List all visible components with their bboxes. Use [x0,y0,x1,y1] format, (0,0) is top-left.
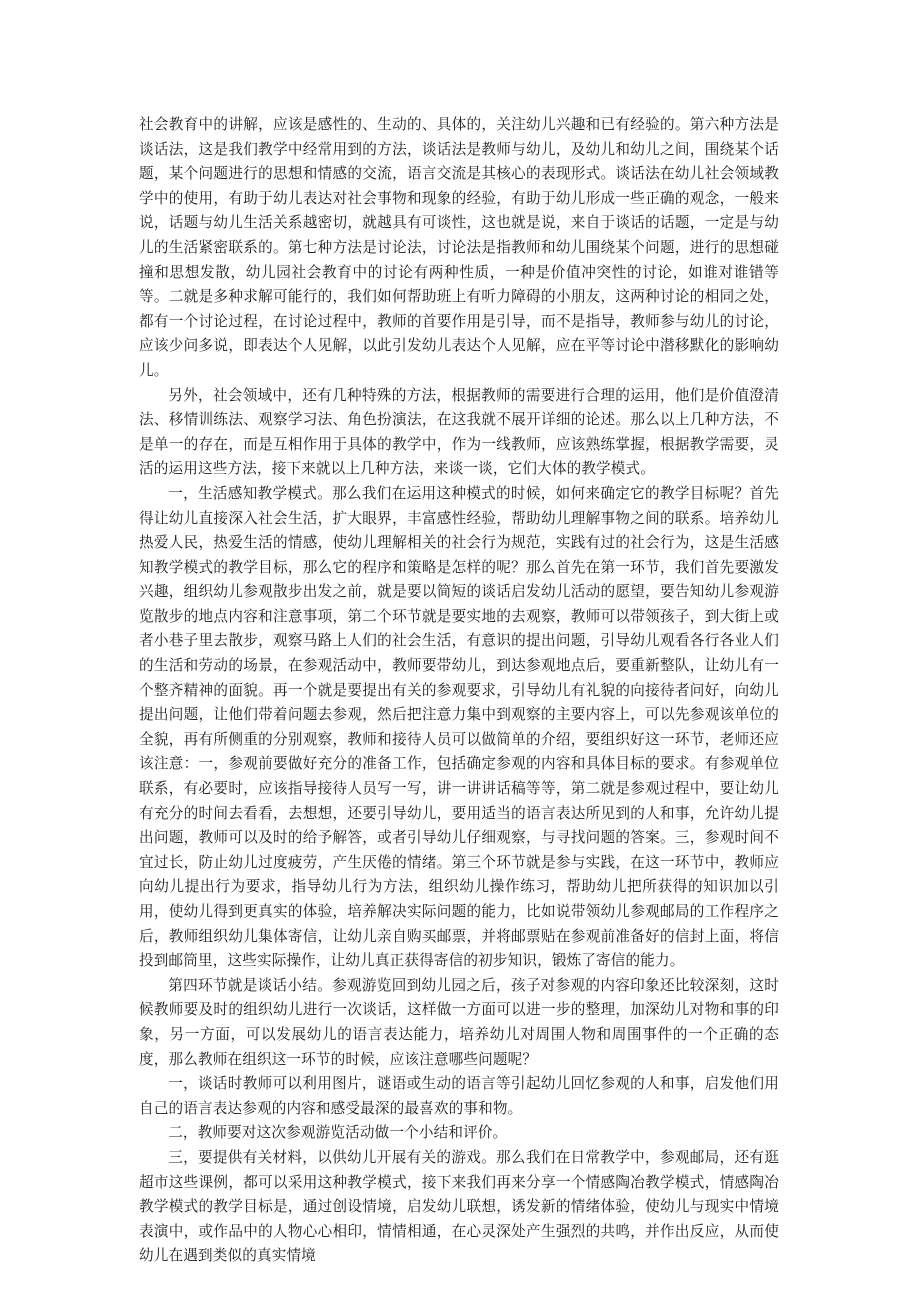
paragraph-point-three: 三，要提供有关材料，以供幼儿开展有关的游戏。那么我们在日常教学中，参观邮局，还有逛超市这些课例，都可以采用这种教学模式，接下来我们再来分享一个情感陶冶教学模式，情感陶冶教学模式的教学目标是，通过创设情境，启发幼儿联想，诱发新的情绪体验，使幼儿与现实中情境表演中，或作品中的人物心心相印，情情相通，在心灵深处产生强烈的共鸣，并作出反应，从而使幼儿在遇到类似的真实情境 [139,1148,779,1265]
document-body [139,113,779,1269]
paragraph-point-one: 一，谈话时教师可以利用图片，谜语或生动的语言等引起幼儿回忆参观的人和事，启发他们用自己的语言表达参观的内容和感受最深的最喜欢的事和物。 [139,1075,779,1117]
paragraph-fourth-step-summary: 第四环节就是谈话小结。参观游览回到幼儿园之后，孩子对参观的内容印象还比较深刻，这时候教师要及时的组织幼儿进行一次谈话，这样做一方面可以进一步的整理，加深幼儿对物和事的印象，另一方面，可以发展幼儿的语言表达能力，培养幼儿对周围人物和周围事件的一个正确的态度，那么教师在组织这一环节的时候，应该注意哪些问题呢？ [139,976,779,1068]
paragraph-life-perception-model: 一，生活感知教学模式。那么我们在运用这种模式的时候，如何来确定它的教学目标呢？首先得让幼儿直接深入社会生活，扩大眼界，丰富感性经验，帮助幼儿理解事物之间的联系。培养幼儿热爱人民，热爱生活的情感，使幼儿理解相关的社会行为规范，实践有过的社会行为，这是生活感知教学模式的教学目标，那么它的程序和策略是怎样的呢？那么首先在第一环节，我们首先要激发兴趣，组织幼儿参观散步出发之前，就是要以简短的谈话启发幼儿活动的愿望，要告知幼儿参观游览散步的地点内容和注意事项，第二个环节就是要实地的去观察，教师可以带领孩子，到大街上或者小巷子里去散步，观察马路上人们的社会生活，有意识的提出问题，引导幼儿观看各行各业人们的生活和劳动的场景，在参观活动中，教师要带幼儿，到达参观地点后，要重新整队，让幼儿有一个整齐精神的面貌。再一个就是要提出有关的参观要求，引导幼儿有礼貌的向接待者问好，向幼儿提出问题，让他们带着问题去参观，然后把注意力集中到观察的主要内容上，可以先参观该单位的全貌，再有所侧重的分别观察，教师和接待人员可以做简单的介绍，要组织好这一环节，老师还应该注意：一，参观前要做好充分的准备工作，包括确定参观的内容和具体目标的要求。有参观单位联系，有必要时，应该指导接待人员写一写，讲一讲讲话稿等等，第二就是参观过程中，要让幼儿有充分的时间去看看，去想想，还要引导幼儿，要用适当的语言表达所见到的人和事，允许幼儿提出问题，教师可以及时的给予解答，或者引导幼儿仔细观察，与寻找问题的答案。三，参观时间不宜过长，防止幼儿过度疲劳，产生厌倦的情绪。第三个环节就是参与实践，在这一环节中，教师应向幼儿提出行为要求，指导幼儿行为方法，组织幼儿操作练习，帮助幼儿把所获得的知识加以引用，使幼儿得到更真实的体验，培养解决实际问题的能力，比如说带领幼儿参观邮局的工作程序之后，教师组织幼儿集体寄信，让幼儿亲自购买邮票，并将邮票贴在参观前准备好的信封上面，将信投到邮筒里，这些实际操作，让幼儿真正获得寄信的初步知识，锻炼了寄信的能力。 [139,484,779,970]
paragraph-discussion-methods: 社会教育中的讲解，应该是感性的、生动的、具体的，关注幼儿兴趣和已有经验的。第六种方法是谈话法，这是我们教学中经常用到的方法，谈话法是教师与幼儿，及幼儿和幼儿之间，围绕某个话题，某个问题进行的思想和情感的交流，语言交流是其核心的表现形式。谈话法在幼儿社会领域教学中的使用，有助于幼儿表达对社会事物和现象的经验，有助于幼儿形成一些正确的观念，一般来说，话题与幼儿生活关系越密切，就越具有可谈性，这也就是说，来自于谈话的话题，一定是与幼儿的生活紧密联系的。第七种方法是讨论法，讨论法是指教师和幼儿围绕某个问题，进行的思想碰撞和思想发散，幼儿园社会教育中的讨论有两种性质，一种是价值冲突性的讨论，如谁对谁错等等。二就是多种求解可能行的，我们如何帮助班上有听力障碍的小朋友，这两种讨论的相同之处，都有一个讨论过程，在讨论过程中，教师的首要作用是引导，而不是指导，教师参与幼儿的讨论，应该少问多说，即表达个人见解，以此引发幼儿表达个人见解，应在平等讨论中潜移默化的影响幼儿。 [139,116,779,379]
paragraph-point-two: 二，教师要对这次参观游览活动做一个小结和评价。 [168,1124,508,1142]
paragraph-special-methods: 另外，社会领域中，还有几种特殊的方法，根据教师的需要进行合理的运用，他们是价值澄清法、移情训练法、观察学习法、角色扮演法，在这我就不展开详细的论述。那么以上几种方法，不是单一的存在，而是互相作用于具体的教学中，作为一线教师，应该熟练掌握，根据教学需要，灵活的运用这些方法，接下来就以上几种方法，来谈一谈，它们大体的教学模式。 [139,386,779,478]
